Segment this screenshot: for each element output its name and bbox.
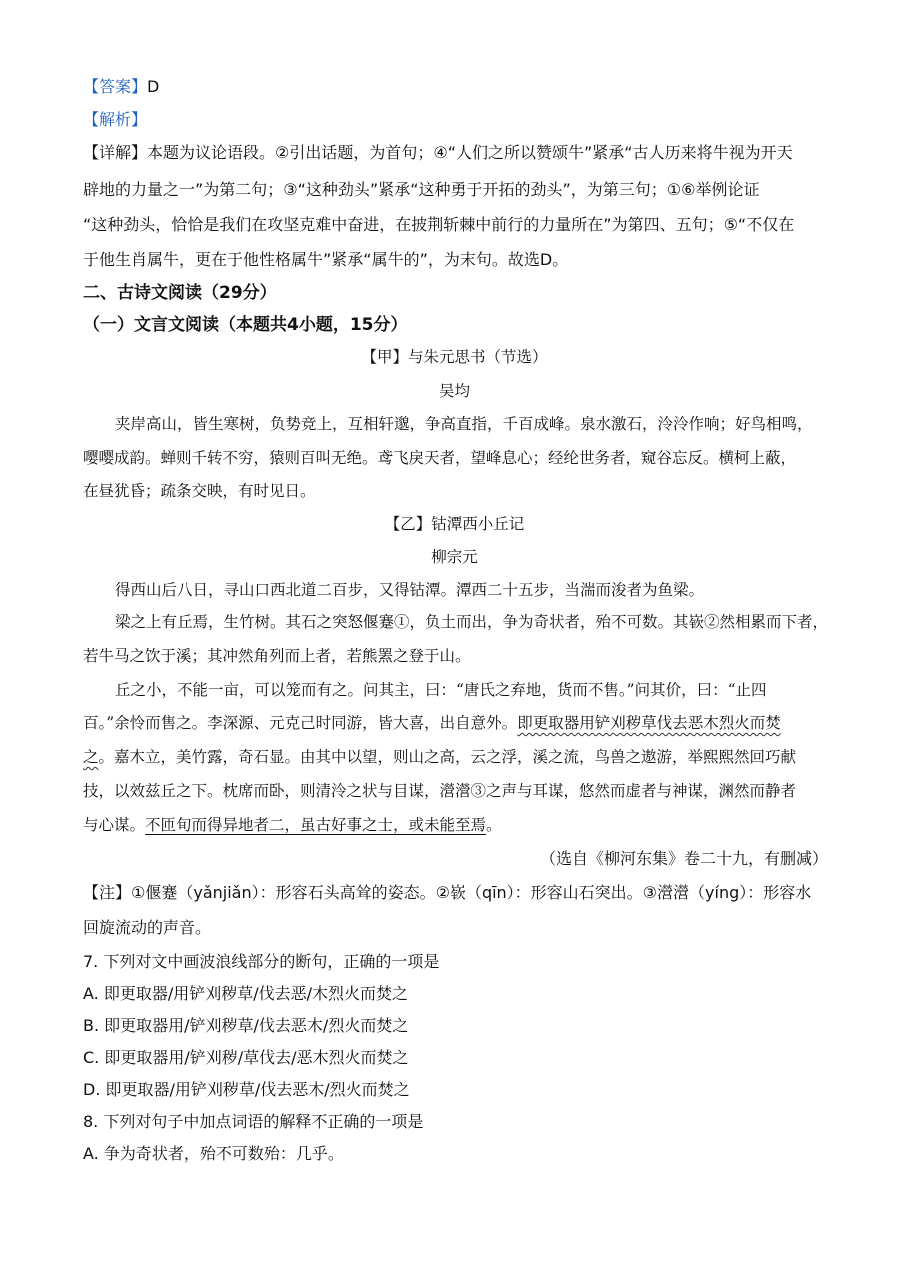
question-7-stem: 7. 下列对文中画波浪线部分的断句，正确的一项是 [83,952,440,971]
passage-b-p2-line-1: 梁之上有丘焉，生竹树。其石之突怒偃蹇①，负土而出，争为奇状者，殆不可数。其嵚②然相累而下者， [115,613,829,631]
passage-b-title: 【乙】钴潭西小丘记 [384,515,525,533]
passage-a-line-3: 在昼犹昏；疏条交映，有时见日。 [83,482,316,500]
subsection-title: （一）文言文阅读（本题共4小题，15分） [83,315,408,335]
passage-a-title: 【甲】与朱元思书（节选） [361,348,548,366]
wavy-underlined-text-end: 之 [83,748,99,766]
answer-line [83,77,833,97]
passage-b-author: 柳宗元 [431,548,478,566]
detail-line-4: 于他生肖属牛，更在于他性格属牛”紧承“属牛的”，为末句。故选D。 [83,250,569,269]
p3-line-5-end: 。 [486,816,502,834]
p3-line-3-text: 。嘉木立，美竹露，奇石显。由其中以望，则山之高，云之浮，溪之流，鸟兽之遨游，举熙熙然回巧献 [98,748,797,766]
passage-b-p3-line-1: 丘之小，不能一亩，可以笼而有之。问其主，曰：“唐氏之弃地，货而不售。”问其价，曰：“止四 [115,681,767,699]
question-8-stem: 8. 下列对句子中加点词语的解释不正确的一项是 [83,1112,424,1131]
analysis-tag: 【解析】 [83,110,148,129]
passage-b-p2-line-2: 若牛马之饮于溪；其冲然角列而上者，若熊罴之登于山。 [83,647,471,665]
answer-value: D [147,77,160,96]
question-7-option-d: D. 即更取器/用铲刈秽草/伐去恶木/烈火而焚之 [83,1080,410,1099]
wavy-underlined-text: 即更取器用铲刈秽草伐去恶木烈火而焚 [517,714,781,732]
question-7-option-b: B. 即更取器用/铲刈秽草/伐去恶木/烈火而焚之 [83,1016,409,1035]
question-8-option-a: A. 争为奇状者，殆不可数殆：几乎。 [83,1144,344,1163]
detail-line-3: “这种劲头，恰恰是我们在攻坚克难中奋进，在披荆斩棘中前行的力量所在”为第四、五句；⑤“不仅在 [83,215,795,234]
notes-line-2: 回旋流动的声音。 [83,918,212,937]
section-title: 二、古诗文阅读（29分） [83,283,277,303]
answer-tag: 【答案】 [83,77,148,96]
passage-b-p3-line-3 [83,747,833,767]
passage-b-p3-line-2 [83,713,833,733]
underlined-sentence: 不匝旬而得异地者二，虽古好事之士，或未能至焉 [145,816,487,834]
passage-a-line-1: 夹岸高山，皆生寒树，负势竞上，互相轩邈，争高直指，千百成峰。泉水激石，泠泠作响；好鸟相鸣， [115,415,813,433]
detail-text-1: 本题为议论语段。②引出话题，为首句；④“人们之所以赞颂牛”紧承“古人历来将牛视为开天 [147,143,793,162]
question-7-option-a: A. 即更取器/用铲刈秽草/伐去恶/木烈火而焚之 [83,984,409,1003]
source-citation: （选自《柳河东集》卷二十九，有删减） [539,849,828,868]
passage-b-p3-line-4: 技，以效兹丘之下。枕席而卧，则清泠之状与目谋，瀯瀯③之声与耳谋，悠然而虚者与神谋，渊然而静者 [83,782,797,800]
passage-a-line-2: 嘤嘤成韵。蝉则千转不穷，猿则百叫无绝。鸢飞戾天者，望峰息心；经纶世务者，窥谷忘反。横柯上蔽， [83,449,797,467]
question-7-option-c: C. 即更取器用/铲刈秽/草伐去/恶木烈火而焚之 [83,1048,409,1067]
detail-tag: 【详解】 [83,143,148,162]
p3-line-5-text: 与心谋。 [83,816,146,834]
passage-b-p1: 得西山后八日，寻山口西北道二百步，又得钴潭。潭西二十五步，当湍而浚者为鱼梁。 [115,581,705,599]
detail-line-2: 辟地的力量之一”为第二句；③“这种劲头”紧承“这种勇于开拓的劲头”，为第三句；①⑥举例论证 [83,180,760,199]
detail-line-1 [83,143,833,163]
p3-line-2-text: 百。”余怜而售之。李深源、元克己时同游，皆大喜，出自意外。 [83,714,518,732]
notes-line-1: 【注】①偃蹇（yǎnjiǎn）：形容石头高耸的姿态。②嵚（qīn）：形容山石突出。③瀯瀯（yíng）：形容水 [83,883,812,902]
passage-a-author: 吴均 [438,382,470,400]
passage-b-p3-line-5 [83,815,833,835]
